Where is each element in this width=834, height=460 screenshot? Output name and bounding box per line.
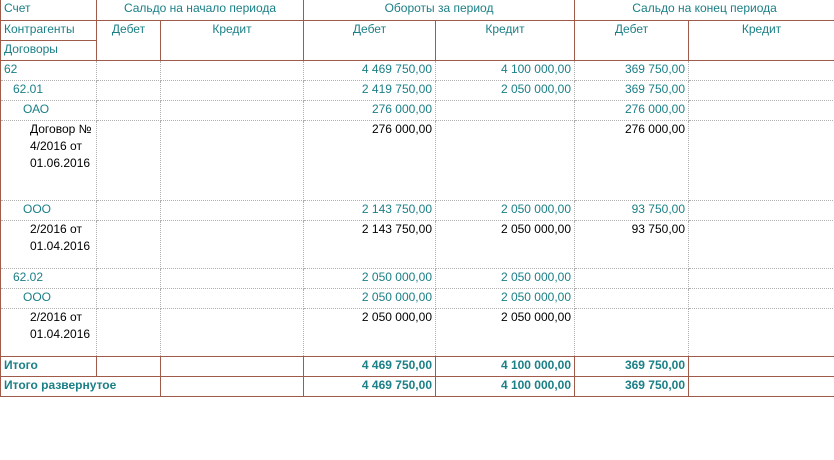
cell-close-credit: [689, 100, 834, 120]
cell-turnover-debit: 2 050 000,00: [304, 268, 436, 288]
cell-turnover-credit: [436, 120, 575, 200]
cell-close-debit: 369 750,00: [575, 356, 689, 376]
cell-open-credit: [161, 100, 304, 120]
cell-turnover-debit: 2 050 000,00: [304, 288, 436, 308]
cell-open-credit: [161, 268, 304, 288]
cell-open-credit: [161, 220, 304, 268]
cell-turnover-debit: 276 000,00: [304, 120, 436, 200]
totals-expanded-label: Итого развернутое: [1, 376, 161, 396]
cell-open-credit: [161, 60, 304, 80]
cell-close-credit: [689, 376, 834, 396]
header-closing-credit: Кредит: [689, 20, 834, 60]
cell-close-credit: [689, 288, 834, 308]
cell-turnover-credit: 2 050 000,00: [436, 220, 575, 268]
cell-turnover-credit: 4 100 000,00: [436, 60, 575, 80]
cell-open-debit: [97, 120, 161, 200]
cell-open-credit: [161, 200, 304, 220]
table-row[interactable]: [1, 268, 834, 288]
table-row[interactable]: [1, 120, 834, 200]
cell-close-debit: 276 000,00: [575, 100, 689, 120]
row-label: 62: [1, 60, 97, 80]
cell-turnover-debit: 2 050 000,00: [304, 308, 436, 356]
header-turnover-credit: Кредит: [436, 20, 575, 60]
cell-turnover-credit: 4 100 000,00: [436, 376, 575, 396]
cell-turnover-debit: 2 143 750,00: [304, 220, 436, 268]
header-counterparties: Контрагенты: [1, 20, 97, 40]
cell-close-credit: [689, 308, 834, 356]
cell-close-credit: [689, 120, 834, 200]
cell-close-debit: 369 750,00: [575, 60, 689, 80]
row-label: 2/2016 от 01.04.2016: [1, 308, 97, 356]
table-row[interactable]: [1, 200, 834, 220]
totals-row[interactable]: [1, 356, 834, 376]
header-opening-debit: Дебет: [97, 20, 161, 60]
cell-turnover-debit: 2 143 750,00: [304, 200, 436, 220]
cell-close-credit: [689, 356, 834, 376]
cell-turnover-debit: 2 419 750,00: [304, 80, 436, 100]
cell-turnover-credit: 2 050 000,00: [436, 268, 575, 288]
header-turnover: Обороты за период: [304, 0, 575, 20]
row-label: 62.01: [1, 80, 97, 100]
cell-open-debit: [97, 268, 161, 288]
header-closing-debit: Дебет: [575, 20, 689, 60]
cell-close-debit: [575, 288, 689, 308]
totals-expanded-row[interactable]: [1, 376, 834, 396]
cell-close-debit: [575, 308, 689, 356]
cell-open-credit: [161, 80, 304, 100]
cell-open-debit: [97, 356, 161, 376]
cell-turnover-credit: 2 050 000,00: [436, 308, 575, 356]
cell-open-debit: [97, 220, 161, 268]
cell-close-debit: 93 750,00: [575, 200, 689, 220]
cell-close-debit: 276 000,00: [575, 120, 689, 200]
cell-open-credit: [161, 120, 304, 200]
cell-turnover-debit: 4 469 750,00: [304, 60, 436, 80]
cell-open-debit: [97, 200, 161, 220]
cell-open-credit: [161, 288, 304, 308]
cell-turnover-debit: 276 000,00: [304, 100, 436, 120]
table-row[interactable]: [1, 288, 834, 308]
cell-close-credit: [689, 220, 834, 268]
row-label: Договор № 4/2016 от 01.06.2016: [1, 120, 97, 200]
cell-close-credit: [689, 200, 834, 220]
cell-turnover-credit: 2 050 000,00: [436, 200, 575, 220]
row-label: 62.02: [1, 268, 97, 288]
cell-close-credit: [689, 268, 834, 288]
row-label: ООО: [1, 288, 97, 308]
cell-open-credit: [161, 308, 304, 356]
cell-close-credit: [689, 80, 834, 100]
cell-turnover-credit: 2 050 000,00: [436, 288, 575, 308]
table-row[interactable]: [1, 100, 834, 120]
cell-turnover-debit: 4 469 750,00: [304, 376, 436, 396]
table-row[interactable]: [1, 80, 834, 100]
header-account: Счет: [1, 0, 97, 20]
table-row[interactable]: [1, 308, 834, 356]
row-label: ОАО: [1, 100, 97, 120]
cell-open-debit: [97, 80, 161, 100]
cell-close-credit: [689, 60, 834, 80]
cell-close-debit: 93 750,00: [575, 220, 689, 268]
totals-label: Итого: [1, 356, 97, 376]
cell-close-debit: [575, 268, 689, 288]
cell-open-debit: [97, 60, 161, 80]
cell-turnover-debit: 4 469 750,00: [304, 356, 436, 376]
cell-turnover-credit: [436, 100, 575, 120]
cell-open-debit: [97, 100, 161, 120]
cell-close-debit: 369 750,00: [575, 80, 689, 100]
table-row[interactable]: [1, 220, 834, 268]
header-closing-balance: Сальдо на конец периода: [575, 0, 834, 20]
header-opening-balance: Сальдо на начало периода: [97, 0, 304, 20]
cell-close-debit: 369 750,00: [575, 376, 689, 396]
header-contracts: Договоры: [1, 40, 97, 60]
header-turnover-debit: Дебет: [304, 20, 436, 60]
cell-open-credit: [161, 356, 304, 376]
cell-open-debit: [97, 308, 161, 356]
table-row[interactable]: [1, 60, 834, 80]
row-label: ООО: [1, 200, 97, 220]
cell-open-debit: [97, 288, 161, 308]
row-label: 2/2016 от 01.04.2016: [1, 220, 97, 268]
cell-turnover-credit: 4 100 000,00: [436, 356, 575, 376]
cell-open-credit: [161, 376, 304, 396]
cell-turnover-credit: 2 050 000,00: [436, 80, 575, 100]
header-opening-credit: Кредит: [161, 20, 304, 60]
